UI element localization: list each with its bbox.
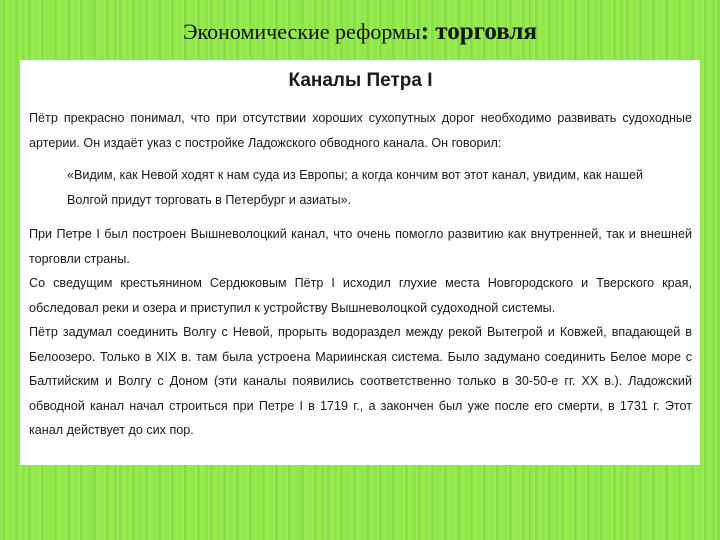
slide-title-main: Экономические реформы xyxy=(183,19,421,44)
slide-title-topic: : торговля xyxy=(420,18,537,45)
paragraph-volga-neva: Пётр задумал соединить Волгу с Невой, прорыть водораздел между рекой Вытегрой и Ковжей, впадающей в Белоозеро. Только в XIX в. там была устроена Мариинская система. Было задумано соединить Белое море с Балтийским и Волгу с Доном (эти каналы появились соответственно только в 30-50-е гг. XX в.). Ладожский обводной канал начал строиться при Петре I в 1719 г., а закончен был уже после его смерти, в 1731 г. Этот канал действует до сих пор. xyxy=(29,325,692,437)
paragraph-serdyukov: Со сведущим крестьянином Сердюковым Пётр I исходил глухие места Новгородского и Тверского края, обследовал реки и озера и приступил к устройству Вышневолоцкой судоходной системы. xyxy=(29,276,692,315)
document-panel xyxy=(20,60,700,465)
paragraph-intro: Пётр прекрасно понимал, что при отсутствии хороших сухопутных дорог необходимо развивать судоходные артерии. Он издаёт указ с постройке Ладожского обводного канала. Он говорил: xyxy=(29,111,692,150)
paragraph-vyshnevolotsky: При Петре I был построен Вышневолоцкий канал, что очень помогло развитию как внутренней, так и внешней торговли страны. xyxy=(29,227,692,266)
slide-title xyxy=(0,18,720,46)
document-title: Каналы Петра I xyxy=(288,70,433,91)
quote: «Видим, как Невой ходят к нам суда из Европы; а когда кончим вот этот канал, увидим, как нашей Волгой придут торговать в Петербург и азиаты». xyxy=(67,168,643,207)
